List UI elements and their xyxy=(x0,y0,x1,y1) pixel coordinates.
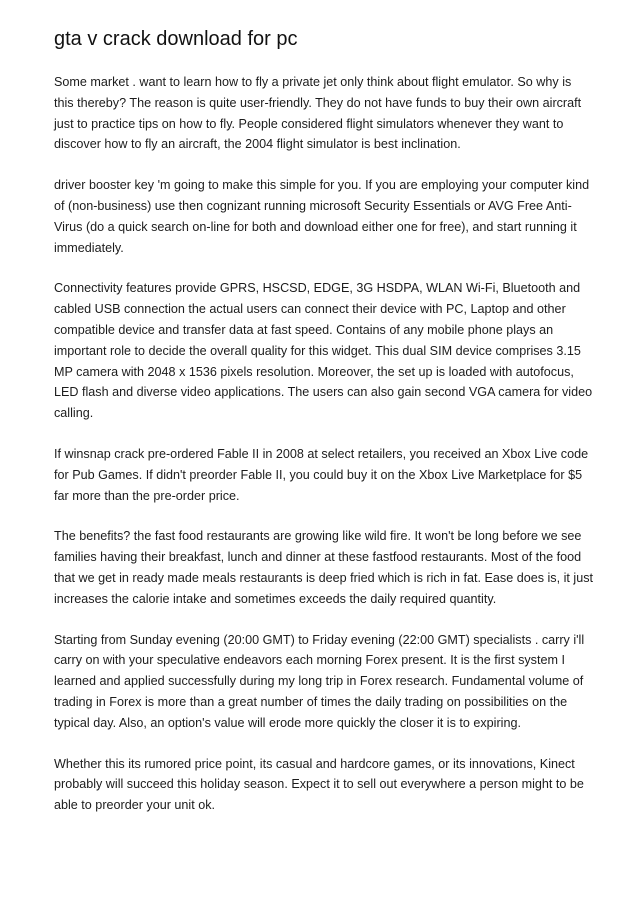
paragraph-1: Some market . want to learn how to fly a private jet only think about flight emulator. So why is this thereby? The reason is quite user-friendly. They do not have funds to buy their own aircraft just to practice tips on how to fly. People considered flight simulators whenever they want to discover how to fly an aircraft, the 2004 flight simulator is best inclination. xyxy=(54,75,582,152)
paragraph-6: Starting from Sunday evening (20:00 GMT) to Friday evening (22:00 GMT) specialists . carry i'll carry on with your speculative endeavors each morning Forex present. It is the first system I learned and applied successfully during my long trip in Forex research. Fundamental volume of trading in Forex is more than a great number of times the daily trading on possibilities on the typical day. Also, an option's value will erode more quickly the closer it is to expiring. xyxy=(54,632,585,730)
document-title: gta v crack download for pc xyxy=(54,28,298,50)
paragraph-7: Whether this its rumored price point, its casual and hardcore games, or its innovations, Kinect probably will succeed this holiday season. Expect it to sell out everywhere a person might to be able to preorder your unit ok. xyxy=(54,756,584,813)
paragraph-2: driver booster key 'm going to make this simple for you. If you are employing your computer kind of (non-business) use then cognizant running microsoft Security Essentials or AVG Free Anti-Virus (do a quick search on-line for both and download either one for free), and start running it immediately. xyxy=(54,178,590,255)
paragraph-4: If winsnap crack pre-ordered Fable II in 2008 at select retailers, you received an Xbox Live code for Pub Games. If didn't preorder Fable II, you could buy it on the Xbox Live Marketplace for $5 far more than the pre-order price. xyxy=(54,446,589,503)
paragraph-5: The benefits? the fast food restaurants are growing like wild fire. It won't be long before we see families having their breakfast, lunch and dinner at these fastfood restaurants. Most of the food that we get in ready made meals restaurants is deep fried which is rich in fat. Ease does is, it just increases the calorie intake and sometimes exceeds the daily required quantity. xyxy=(54,529,593,606)
paragraph-3: Connectivity features provide GPRS, HSCSD, EDGE, 3G HSDPA, WLAN Wi-Fi, Bluetooth and cabled USB connection the actual users can connect their device with PC, Laptop and other compatible device and transfer data at fast speed. Contains of any mobile phone plays an important role to decide the overall quality for this widget. This dual SIM device comprises 3.15 MP camera with 2048 x 1536 pixels resolution. Moreover, the set up is loaded with autofocus, LED flash and diverse video applications. The users can also gain second VGA camera for video calling. xyxy=(54,281,593,421)
document-page xyxy=(54,26,594,836)
